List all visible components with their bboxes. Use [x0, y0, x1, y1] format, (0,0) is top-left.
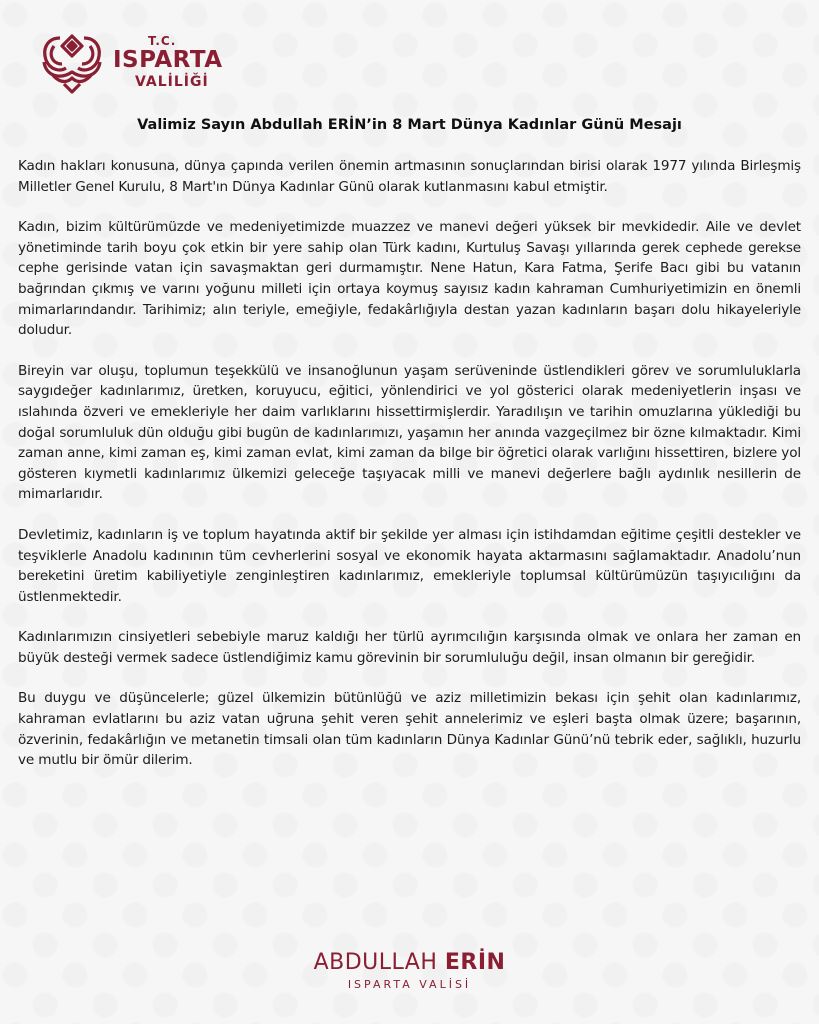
signature-title: ISPARTA VALİSİ: [347, 978, 472, 991]
signature-name: [0, 950, 819, 975]
paragraph-1: Kadın hakları konusuna, dünya çapında verilen önemin artmasının sonuçlarından birisi olarak 1977 yılında Birleşmiş Milletler Genel Kurulu, 8 Mart'ın Dünya Kadınlar Günü olarak kutlanmasını kabul etmiştir.: [18, 158, 801, 195]
header-logo: [38, 32, 238, 102]
signature-first-name: ABDULLAH: [313, 950, 438, 975]
isparta-emblem-icon: [38, 32, 106, 96]
paragraph-3: Bireyin var oluşu, toplumun teşekkülü ve insanoğlunun yaşam serüveninde üstlendikleri görev ve sorumluluklarla saygıdeğer kadınlarımız, üretken, koruyucu, eğitici, yönlendirici ve yol gösterici olarak medeniyetlerin inşası ve ıslahında özveri ve emekleriyle her daim varlıklarını hissettirmişlerdir. Yaradılışın ve tarihin omuzlarına yüklediği bu doğal sorumluluk dün olduğu gibi bugün de kadınlarımızı, yaşamın her anında vazgeçilmez bir özne kılmaktadır. Kimi zaman anne, kimi zaman eş, kimi zaman evlat, kimi zaman da bilge bir öğretici olarak varlığını hissettiren, bizlere yol gösteren kıymetli kadınlarımız ülkemizi geleceğe taşıyacak milli ve manevi değerlere bağlı aydınlık nesillerin de mimarlarıdır.: [18, 362, 801, 503]
paragraph-6: Bu duygu ve düşüncelerle; güzel ülkemizin bütünlüğü ve aziz milletimizin bekası için şehit olan kadınlarımız, kahraman evlatlarını bu aziz vatan uğruna şehit veren şehit annelerimiz ve eşleri başta olmak üzere; başarının, özverinin, fedakârlığın ve metanetin timsali olan tüm kadınların Dünya Kadınlar Günü’nü tebrik eder, sağlıklı, huzurlu ve mutlu bir ömür dilerim.: [18, 690, 801, 769]
message-body: [18, 156, 801, 791]
message-title: Valimiz Sayın Abdullah ERİN’in 8 Mart Dünya Kadınlar Günü Mesajı: [137, 117, 682, 133]
logo-city-text: ISPARTA: [113, 47, 223, 73]
paragraph-4: Devletimiz, kadınların iş ve toplum hayatında aktif bir şekilde yer alması için istihdamdan eğitime çeşitli destekler ve teşviklerle Anadolu kadınının tüm cevherlerini sosyal ve ekonomik hayata aktarmasını sağlamaktadır. Anadolu’nun bereketini üretim kabiliyetiyle zenginleştiren kadınlarımız, emekleriyle toplumsal kültürümüzün taşıyıcılığını da üstlenmektedir.: [18, 526, 801, 605]
logo-governorship-text: VALİLİĞİ: [135, 74, 209, 90]
signature-last-name: ERİN: [444, 950, 506, 975]
logo-tc-text: T.C.: [148, 34, 177, 48]
paragraph-2: Kadın, bizim kültürümüzde ve medeniyetimizde muazzez ve manevi değeri yüksek bir mevkidedir. Aile ve devlet yönetiminde tarih boyu çok etkin bir yere sahip olan Türk kadını, Kurtuluş Savaşı yıllarında gerek cephede gerekse cephe gerisinde vatan için savaşmaktan geri durmamıştır. Nene Hatun, Kara Fatma, Şerife Bacı gibi bu vatanın bağrından çıkmış ve varını yoğunu milleti için ortaya koymuş sayısız kadın kahraman Cumhuriyetimizin en önemli mimarlarındandır. Tarihimiz; alın teriyle, emeğiyle, fedakârlığıyla destan yazan kadınların başarı dolu hikayeleriyle doludur.: [18, 219, 801, 339]
paragraph-5: Kadınlarımızın cinsiyetleri sebebiyle maruz kaldığı her türlü ayrımcılığın karşısında olmak ve onlara her zaman en büyük desteği vermek sadece üstlendiğimiz kamu görevinin bir sorumluluğu değil, insan olmanın bir gereğidir.: [18, 629, 801, 666]
